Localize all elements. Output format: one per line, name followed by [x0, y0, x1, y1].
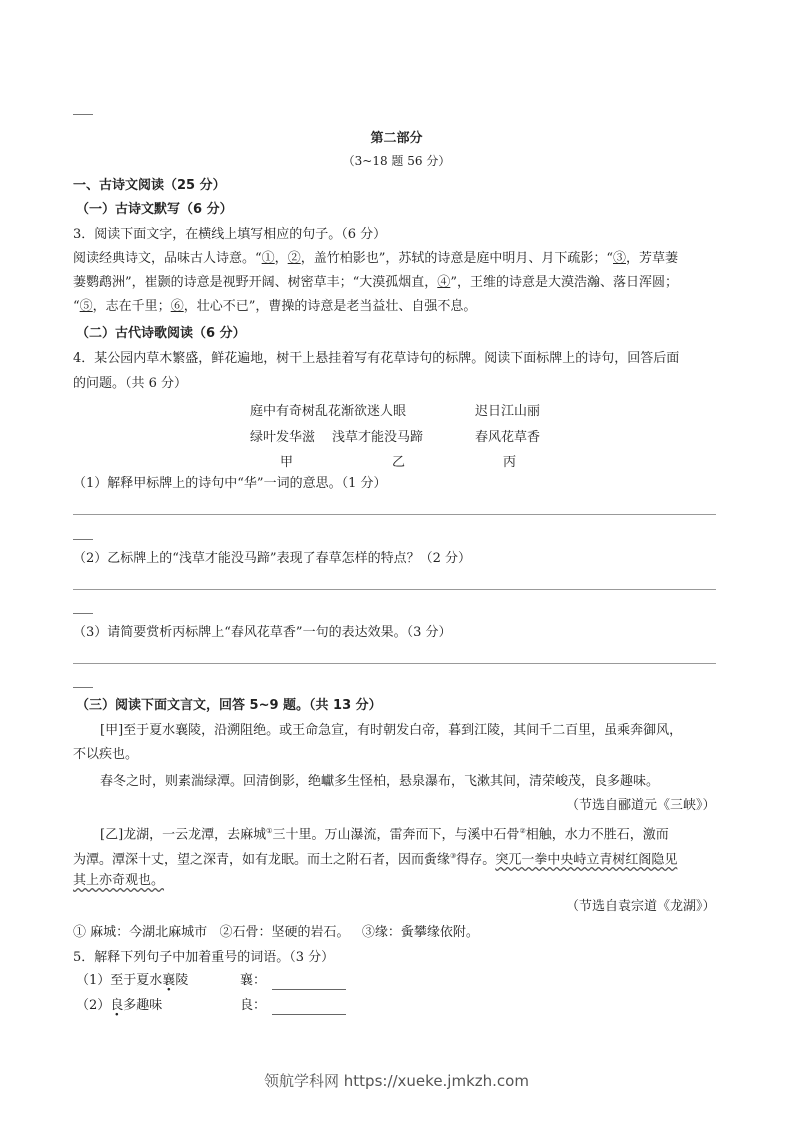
- short-rule: [73, 539, 93, 540]
- text: ，芳草萋: [626, 251, 679, 266]
- q5-item-1: [76, 972, 188, 990]
- q4-sub2: （2）乙标牌上的“浅草才能没马蹄”表现了春草怎样的特点？（2 分）: [73, 551, 471, 566]
- jia-p1-line2: 不以疾也。: [73, 747, 139, 762]
- yi-line1: [100, 822, 669, 844]
- top-rule: [73, 114, 93, 115]
- sign-row1-left: 庭中有奇树乱花渐欲迷人眼: [250, 404, 407, 419]
- subsection-title-3: （三）阅读下面文言文，回答 5~9 题。（共 13 分）: [76, 698, 382, 713]
- item-number: （1）: [76, 973, 111, 988]
- sign-label-bing: 丙: [503, 455, 517, 470]
- yi-source: （节选自袁宗道《龙湖》）: [566, 899, 716, 914]
- watermark: 领航学科网 https://xueke.jmkzh.com: [264, 1072, 529, 1090]
- text: 至于夏水: [110, 973, 163, 988]
- sign-yi-text: 浅草才能没马蹄: [332, 430, 424, 445]
- blank-1[interactable]: ①: [261, 251, 275, 266]
- footnote-ref: ②: [519, 827, 526, 835]
- text: 三十里。万山瀑流，雷奔而下，与溪中石骨: [272, 827, 520, 843]
- part-title: 第二部分: [370, 131, 423, 146]
- text: ，壮心不已”，曹操的诗意是老当益壮、自强不息。: [183, 299, 477, 314]
- text: 萋鹦鹉洲”，崔颢的诗意是视野开阔、树密草丰；“大漠孤烟直，: [73, 275, 438, 290]
- text: ，盖竹柏影也”，苏轼的诗意是庭中明月、月下疏影；“: [300, 251, 613, 266]
- q4-line-2: 的问题。（共 6 分）: [73, 376, 188, 391]
- q4-sub3: （3）请简要赏析丙标牌上“春风花草香”一句的表达效果。（3 分）: [73, 625, 452, 640]
- word-label: 良：: [240, 998, 267, 1013]
- q3-prompt: 3．阅读下面文字，在横线上填写相应的句子。（6 分）: [73, 227, 387, 242]
- text: ，志在千里；: [92, 299, 171, 314]
- q5-prompt: 5．解释下列句子中加着重号的词语。（3 分）: [73, 950, 335, 965]
- text: 陵: [175, 973, 189, 988]
- q5-item-1-answer: [240, 972, 346, 990]
- short-rule: [73, 687, 93, 688]
- text: 阅读经典诗文，品味古人诗意。“: [73, 251, 262, 266]
- q3-line-1: [73, 250, 678, 268]
- part-subtitle: （3~18 题 56 分）: [342, 154, 451, 168]
- answer-line[interactable]: [73, 589, 716, 590]
- text: [乙]龙湖，一云龙潭，去麻城: [100, 827, 267, 843]
- sign-row1-right: 迟日江山丽: [475, 404, 541, 419]
- answer-blank[interactable]: [272, 1002, 346, 1015]
- wavy-underlined-text: 其上亦奇观也。: [73, 873, 165, 888]
- q3-line-3: [73, 298, 476, 316]
- blank-2[interactable]: ②: [287, 251, 301, 266]
- blank-3[interactable]: ③: [613, 251, 627, 266]
- wavy-underlined-text: 突兀一拳中央峙立青树红阁隐见: [495, 852, 678, 868]
- footnote-ref: ①: [266, 827, 273, 835]
- sign-bing-text: 春风花草香: [475, 430, 541, 445]
- item-number: （2）: [76, 998, 111, 1013]
- q3-line-2: [73, 274, 678, 292]
- text: 多趣味: [123, 998, 163, 1013]
- word-label: 襄：: [240, 973, 267, 988]
- sign-label-yi: 乙: [392, 455, 406, 470]
- subsection-title-1: （一）古诗文默写（6 分）: [76, 202, 233, 217]
- jia-p2: 春冬之时，则素湍绿潭。回清倒影，绝巘多生怪柏，悬泉瀑布，飞漱其间，清荣峻茂，良多趣味。: [100, 774, 660, 789]
- q5-item-2-answer: [240, 997, 346, 1015]
- sign-label-jia: 甲: [280, 455, 294, 470]
- answer-blank[interactable]: [272, 977, 346, 990]
- emphasized-char: 良: [110, 998, 124, 1013]
- blank-4[interactable]: ④: [437, 275, 451, 290]
- short-rule: [73, 613, 93, 614]
- q4-sub1: （1）解释甲标牌上的诗句中“华”一词的意思。（1 分）: [73, 476, 387, 491]
- answer-line[interactable]: [73, 514, 716, 515]
- answer-line[interactable]: [73, 663, 716, 664]
- jia-p1-line1: [甲]至于夏水襄陵，沿溯阻绝。或王命急宣，有时朝发白帝，暮到江陵，其间千二百里，虽乘奔御风，: [100, 723, 683, 738]
- text: ”，王维的诗意是大漠浩瀚、落日浑圆；: [450, 275, 678, 290]
- subsection-title-2: （二）古代诗歌阅读（6 分）: [76, 326, 246, 341]
- text: 得存。: [456, 852, 496, 868]
- text: ，: [274, 251, 288, 266]
- footnotes: ① 麻城：今湖北麻城市 ②石骨：坚硬的岩石。 ③缘：夤攀缘依附。: [73, 925, 479, 940]
- text: 相触，水力不胜石，激而: [525, 827, 669, 843]
- blank-5[interactable]: ⑤: [79, 299, 93, 314]
- text: 为潭。潭深十丈，望之深青，如有龙眠。而土之附石者，因而夤缘: [73, 852, 451, 868]
- q4-line-1: 4．某公园内草木繁盛，鲜花遍地，树干上悬挂着写有花草诗句的标牌。阅读下面标牌上的诗句，回答后面: [73, 351, 680, 366]
- blank-6[interactable]: ⑥: [170, 299, 184, 314]
- q5-item-2: [76, 997, 162, 1015]
- yi-line3: [73, 872, 164, 890]
- footnote-ref: ③: [450, 852, 457, 860]
- emphasized-char: 襄: [162, 973, 176, 988]
- sign-jia-text: 绿叶发华滋: [250, 430, 316, 445]
- section-title: 一、古诗文阅读（25 分）: [73, 178, 226, 193]
- jia-source: （节选自郦道元《三峡》）: [566, 798, 716, 813]
- yi-line2: [73, 847, 677, 869]
- text: “: [73, 299, 80, 314]
